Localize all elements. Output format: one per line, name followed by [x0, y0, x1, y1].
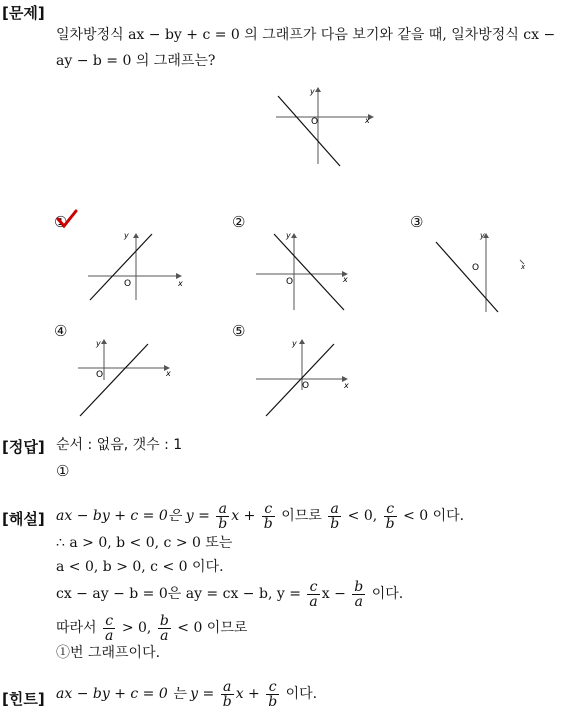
hint-label: [힌트]	[2, 690, 45, 708]
svg-text:y: y	[96, 339, 101, 348]
explanation-line-5: 따라서 $\frac{c}{a}$ > 0, $\frac{b}{a}$ < 0 이므로	[56, 612, 248, 644]
explanation-line-6: ①번 그래프이다.	[56, 645, 161, 661]
option-2-line	[274, 234, 344, 310]
svg-text:O: O	[124, 279, 132, 289]
svg-text:O: O	[286, 277, 294, 287]
svg-text:y: y	[286, 231, 291, 240]
reference-graph	[270, 84, 380, 168]
option-1-line	[90, 234, 152, 300]
problem-line-1: 일차방정식 ax − by + c = 0 의 그래프가 다음 보기와 같을 때, 일차방정식 cx −	[56, 27, 556, 43]
problem-line-2: ay − b = 0 의 그래프는?	[56, 53, 216, 69]
option-3-line	[436, 242, 498, 312]
x-axis-label: x	[365, 116, 370, 125]
answer-value: ①	[56, 462, 70, 480]
svg-text:O: O	[96, 370, 104, 380]
origin-label: O	[311, 117, 319, 127]
option-3-label[interactable]: ③	[410, 213, 424, 231]
svg-text:y: y	[124, 231, 129, 240]
svg-text:y: y	[292, 339, 297, 348]
option-2-graph[interactable]	[250, 228, 354, 312]
option-1-graph[interactable]	[82, 228, 188, 304]
svg-text:x: x	[166, 369, 171, 378]
svg-text:x: x	[521, 263, 526, 271]
hint-line: ax − by + c = 0 는 y = $\frac{a}{b}$ x + $\frac{c}{b}$ 이다.	[56, 678, 318, 710]
explanation-label: [해설]	[2, 510, 45, 528]
problem-label: [문제]	[2, 4, 45, 22]
explanation-line-1: ax − by + c = 0은 y = $\frac{a}{b}$ x + $\frac{c}{b}$ 이므로 $\frac{a}{b}$ < 0, $\frac{c}{b}$ < 0 이다.	[56, 500, 465, 532]
option-2-label[interactable]: ②	[232, 213, 246, 231]
option-5-label[interactable]: ⑤	[232, 322, 246, 340]
explanation-line-3: a < 0, b > 0, c < 0 이다.	[56, 559, 224, 575]
answer-info: 순서 : 없음, 갯수 : 1	[56, 437, 183, 453]
check-mark-icon	[56, 209, 78, 233]
option-1-number: ①	[54, 213, 68, 231]
svg-text:x: x	[178, 279, 183, 288]
option-4-line	[80, 344, 148, 416]
answer-label: [정답]	[2, 438, 45, 456]
explanation-line-2: ∴ a > 0, b < 0, c > 0 또는	[56, 535, 233, 551]
option-3-graph[interactable]	[432, 228, 538, 314]
svg-text:O: O	[302, 381, 310, 391]
svg-text:y: y	[480, 231, 485, 240]
option-4-graph[interactable]	[74, 336, 178, 420]
svg-text:x: x	[343, 275, 348, 284]
graph-line	[278, 96, 340, 166]
option-5-line	[266, 344, 334, 416]
option-5-graph[interactable]	[254, 336, 358, 420]
svg-text:x: x	[344, 381, 349, 390]
option-4-label[interactable]: ④	[54, 322, 68, 340]
y-axis-label: y	[310, 87, 315, 96]
explanation-line-4: cx − ay − b = 0은 ay = cx − b, y = $\frac{c}{a}$ x − $\frac{b}{a}$ 이다.	[56, 578, 404, 610]
option-1-label[interactable]	[54, 213, 67, 231]
svg-text:O: O	[472, 263, 480, 273]
